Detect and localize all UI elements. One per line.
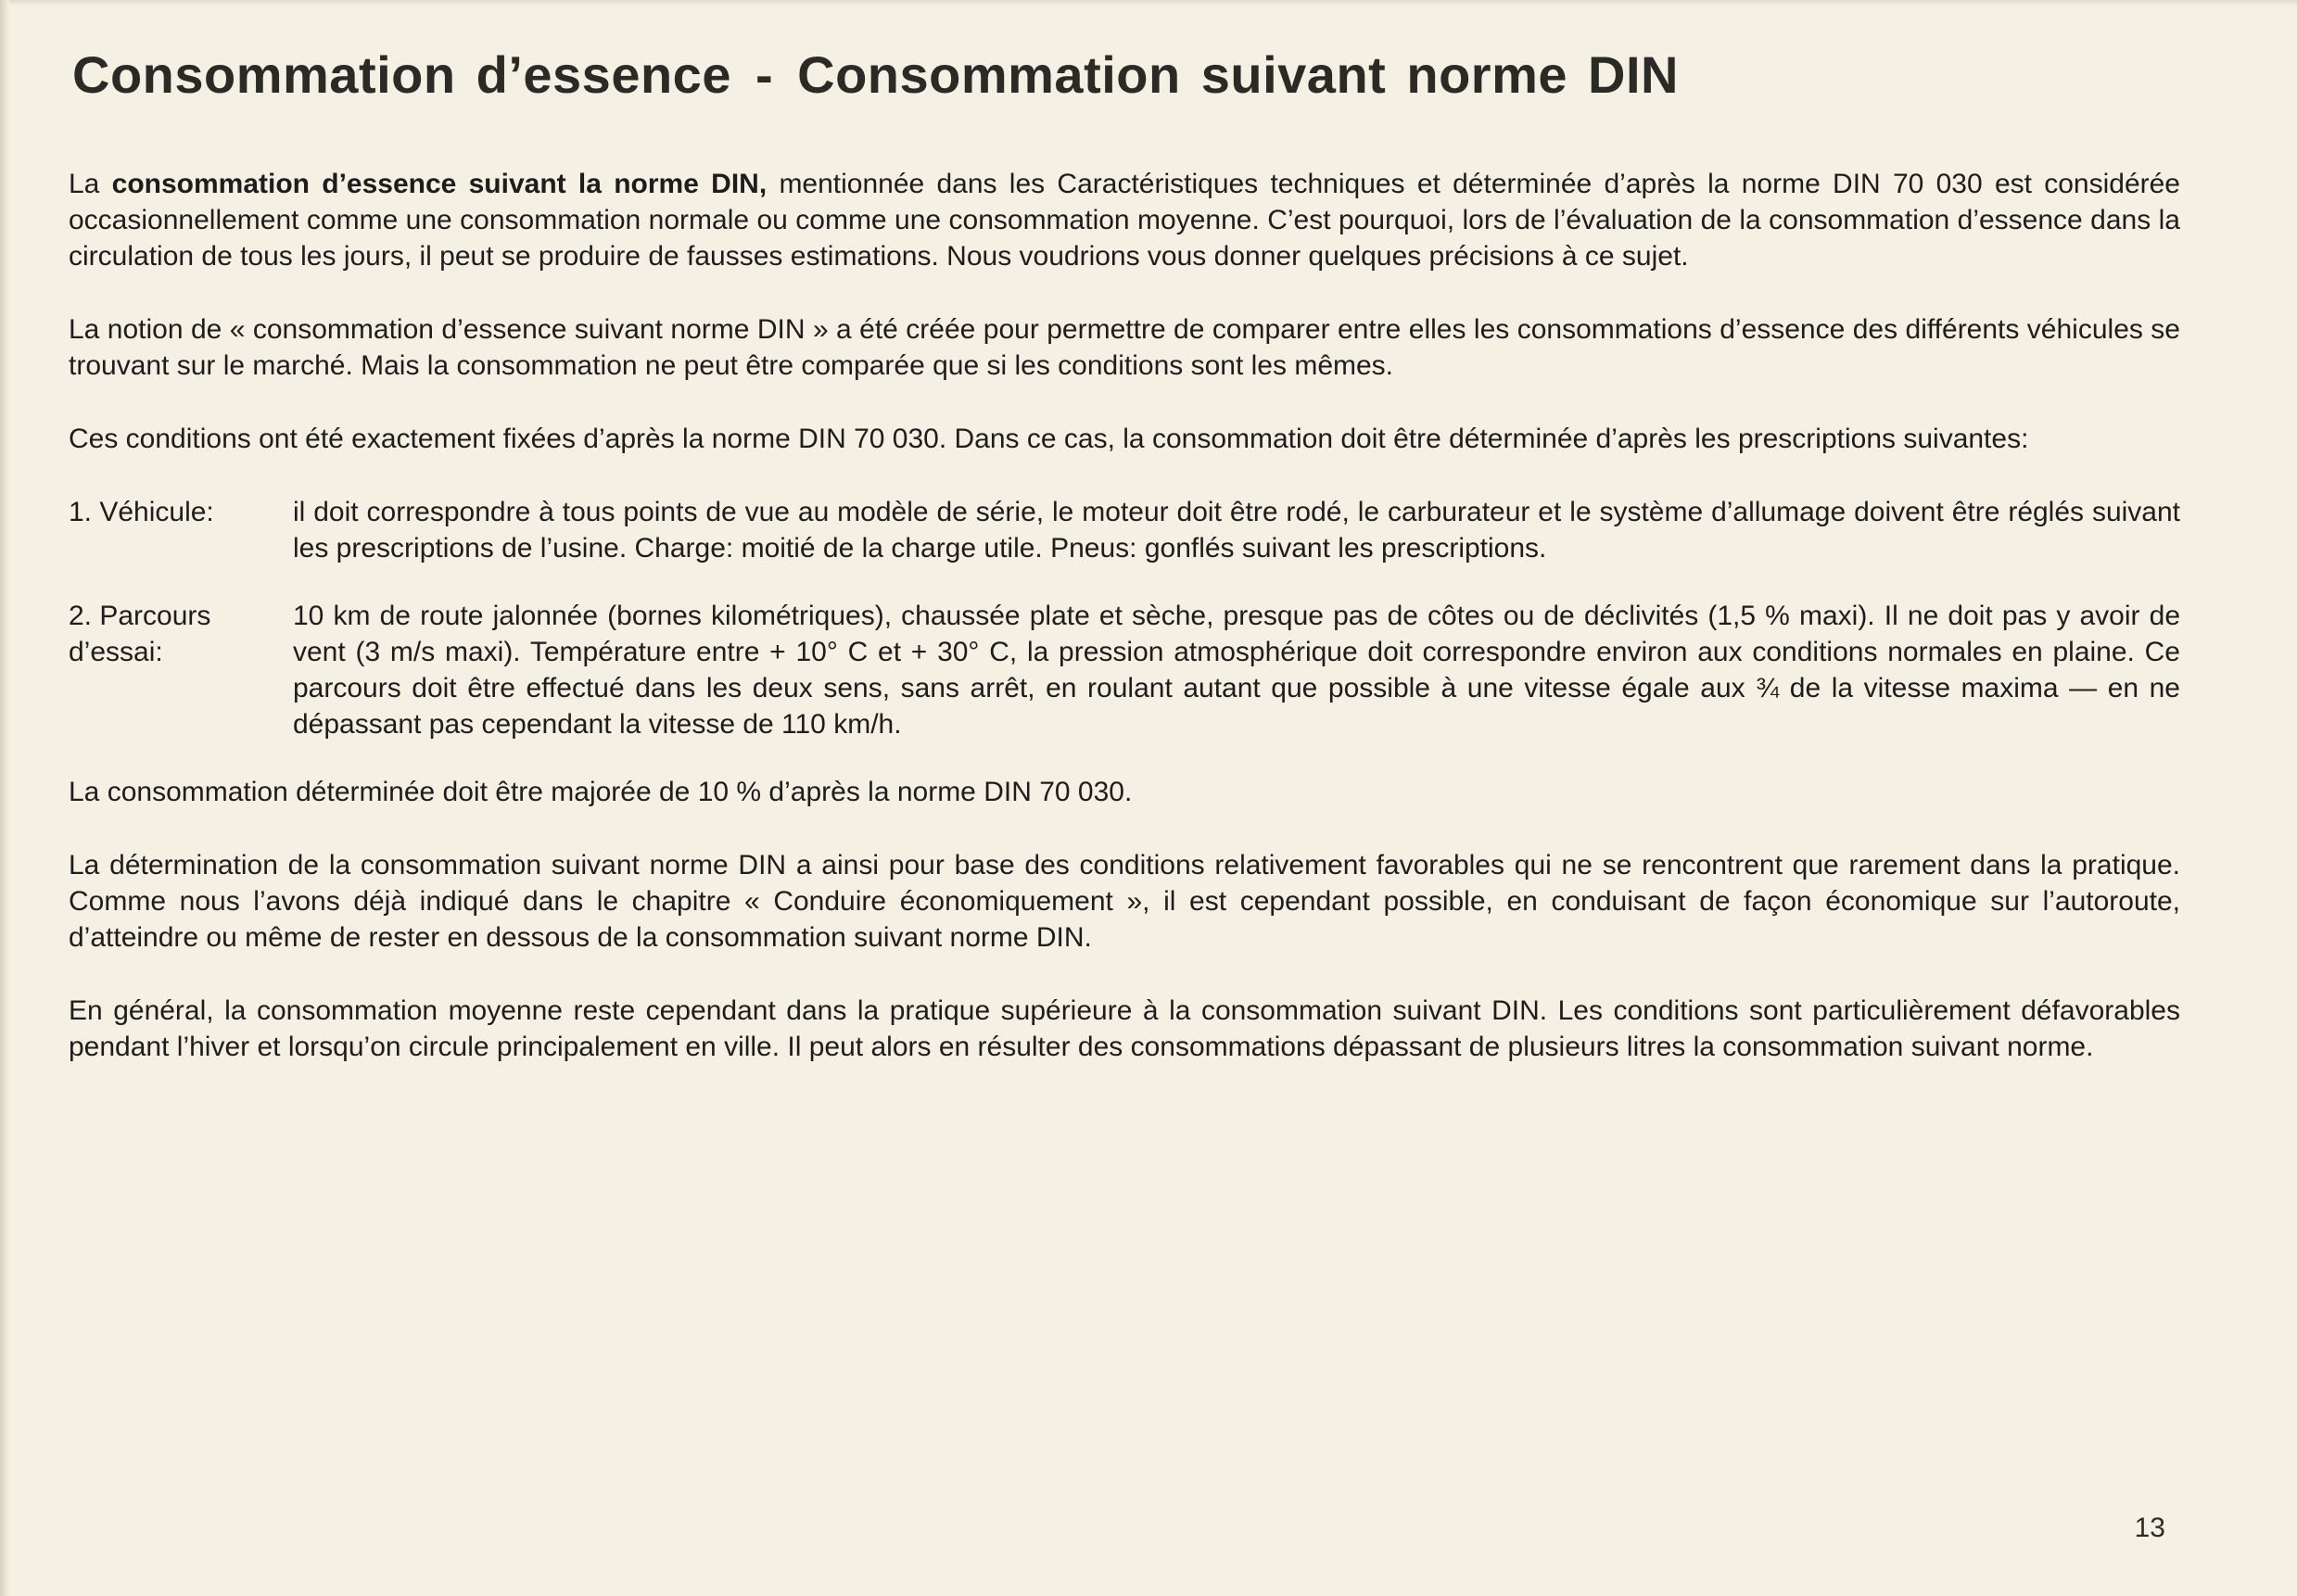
list-item-parcours [69,598,2180,742]
list-item-term: 2. Parcours d’essai: [69,601,211,667]
page-top-shadow [0,0,2297,6]
page-number: 13 [2134,1513,2165,1543]
page-title [72,44,2180,105]
paragraph-3: Ces conditions ont été exactement fixées d’après la norme DIN 70 030. Dans ce cas, la consommation doit être déterminée d’après les prescriptions suivantes: [69,424,2029,454]
paragraph-1 [69,166,2180,274]
paragraph-2: La notion de « consommation d’essence suivant norme DIN » a été créée pour permettre de comparer entre elles les consommations d’essence des différents véhicules se trouvant sur le marché. Mais la consommation ne peut être comparée que si les conditions sont les mêmes. [69,314,2180,381]
paragraph-6: En général, la consommation moyenne reste cependant dans la pratique supérieure à la consommation suivant DIN. Les conditions sont particulièrement défavorables pendant l’hiver et lorsqu’on circule principalement en ville. Il peut alors en résulter des consommations dépassant de plusieurs litres la consommation suivant norme. [69,995,2180,1062]
list-item-term: 1. Véhicule: [69,497,214,527]
list-item-vehicule [69,494,2180,566]
document-page [69,44,2180,1102]
title-separator: - [755,45,774,104]
binding-edge [0,0,9,1596]
paragraph-5: La détermination de la consommation suivant norme DIN a ainsi pour base des conditions relativement favorables qui ne se rencontrent que rarement dans la pratique. Comme nous l’avons déjà indiqué dans le chapitre « Conduire économiquement », il est cependant possible, en conduisant de façon économique sur l’autoroute, d’atteindre ou même de rester en dessous de la consommation suivant norme DIN. [69,850,2180,953]
paragraph-1-rest: mentionnée dans les Caractéristiques techniques et déterminée d’après la norme DIN 70 030 est considérée occasionnellement comme une consommation normale ou comme une consommation moyenne. C’est pourquoi, lors de l’évaluation de la consommation d’essence dans la circulation de tous les jours, il peut se produire de fausses estimations. Nous voudrions vous donner quelques précisions à ce sujet. [69,169,2180,272]
paragraph-1-bold: consommation d’essence suivant la norme DIN, [111,169,768,199]
paragraph-4: La consommation déterminée doit être majorée de 10 % d’après la norme DIN 70 030. [69,777,1133,807]
list-item-text: 10 km de route jalonnée (bornes kilométriques), chaussée plate et sèche, presque pas de côtes ou de déclivités (1,5 % maxi). Il ne doit pas y avoir de vent (3 m/s maxi). Température entre + 10° C et + 30° C, la pression atmosphérique doit correspondre environ aux conditions normales en plaine. Ce parcours doit être effectué dans les deux sens, sans arrêt, en roulant autant que possible à une vitesse égale aux ¾ de la vitesse maxima — en ne dépassant pas cependant la vitesse de 110 km/h. [293,601,2180,740]
paragraph-1-lead: La [69,169,112,199]
title-part-2: Consommation suivant norme DIN [797,45,1679,104]
title-part-1: Consommation d’essence [72,45,731,104]
list-item-text: il doit correspondre à tous points de vue au modèle de série, le moteur doit être rodé, le carburateur et le système d’allumage doivent être réglés suivant les prescriptions de l’usine. Charge: moitié de la charge utile. Pneus: gonflés suivant les prescriptions. [293,497,2180,564]
